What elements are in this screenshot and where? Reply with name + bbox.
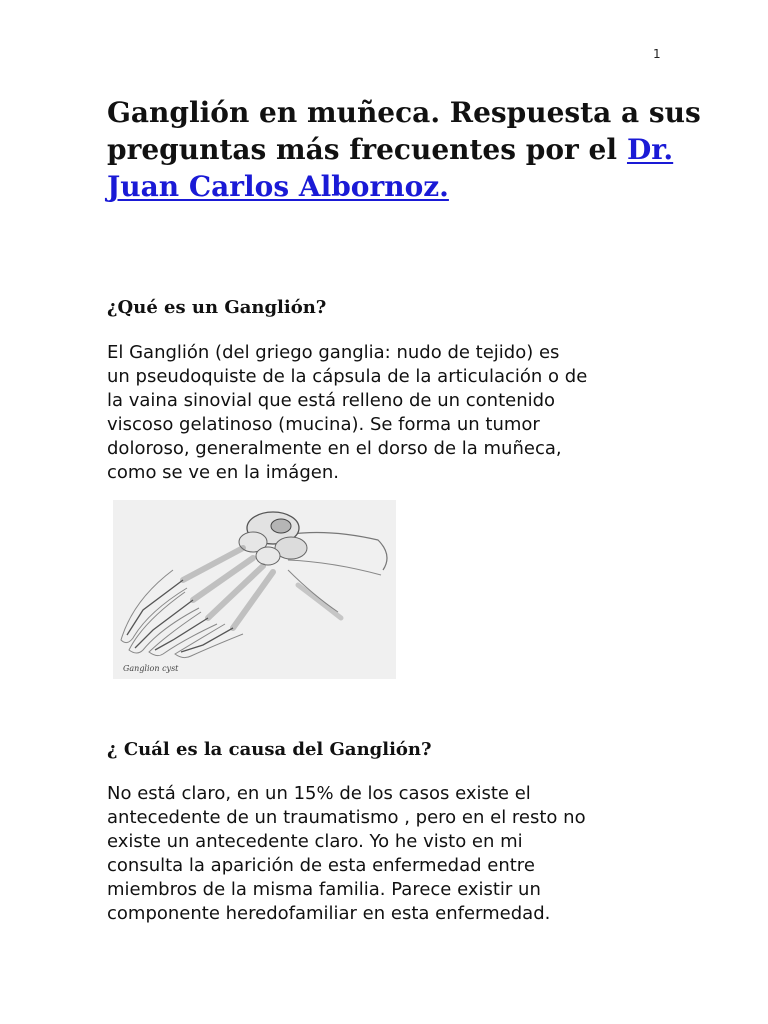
hand-ganglion-illustration xyxy=(113,500,396,679)
author-link[interactable]: Dr. Juan Carlos Albornoz. xyxy=(107,133,674,203)
page-number: 1 xyxy=(653,47,661,61)
title-text: Ganglión en muñeca. Respuesta a sus preguntas más frecuentes por el xyxy=(107,96,701,166)
question-heading-what-is: ¿Qué es un Ganglión? xyxy=(107,297,327,318)
figure-caption: Ganglion cyst xyxy=(123,664,179,673)
answer-paragraph-what-is: El Ganglión (del griego ganglia: nudo de tejido) es un pseudoquiste de la cápsula de la articulación o de la vaina sinovial que está relleno de un contenido viscoso gelatinoso (mucina). Se forma un tumor doloroso, generalmente en el dorso de la muñeca, como se ve en la imágen. xyxy=(107,342,588,483)
question-heading-cause: ¿ Cuál es la causa del Ganglión? xyxy=(107,739,432,760)
answer-paragraph-cause: No está claro, en un 15% de los casos existe el antecedente de un traumatismo , pero en el resto no existe un antecedente claro. Yo he visto en mi consulta la aparición de esta enfermedad entre miembros de la misma familia. Parece existir un componente heredofamiliar en esta enfermedad. xyxy=(107,783,586,924)
hand-skeleton-drawing xyxy=(113,500,396,679)
document-title xyxy=(107,94,707,205)
